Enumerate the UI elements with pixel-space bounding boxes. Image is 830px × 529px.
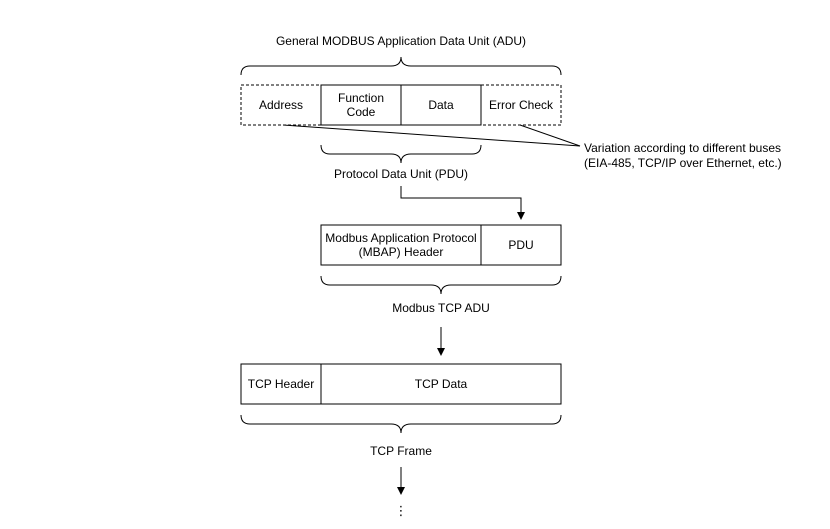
mbap-header-label-line2: (MBAP) Header xyxy=(358,245,444,259)
adu-error-check-label: Error Check xyxy=(488,98,553,112)
tcp-header-label: TCP Header xyxy=(247,377,315,391)
callout-line-address xyxy=(283,125,580,146)
adu-brace xyxy=(241,57,561,75)
adu-address-label: Address xyxy=(258,98,304,112)
mbap-header-label-line1: Modbus Application Protocol xyxy=(325,231,477,245)
tcp-header-cell xyxy=(241,364,321,404)
continuation-ellipsis: ⋮ xyxy=(394,503,408,518)
tcp-frame-brace xyxy=(241,415,561,433)
tcp-adu-brace xyxy=(321,276,561,294)
pdu-to-tcp-adu-arrow xyxy=(401,186,521,219)
adu-data-label: Data xyxy=(428,98,454,112)
adu-function-code-label-line1: Function xyxy=(337,91,385,105)
tcp-frame-label: TCP Frame xyxy=(370,444,432,458)
pdu-label: Protocol Data Unit (PDU) xyxy=(333,167,469,181)
adu-address-cell xyxy=(241,85,321,125)
mbap-header-cell xyxy=(321,225,481,265)
modbus-tcp-adu-label: Modbus TCP ADU xyxy=(392,301,490,315)
variation-note-line2: (EIA-485, TCP/IP over Ethernet, etc.) xyxy=(584,156,782,170)
adu-function-code-cell xyxy=(321,85,401,125)
tcp-data-label: TCP Data xyxy=(414,377,468,391)
adu-data-cell xyxy=(401,85,481,125)
adu-function-code-label-line2: Code xyxy=(346,105,376,119)
tcp-adu-pdu-label: PDU xyxy=(508,238,534,252)
adu-title: General MODBUS Application Data Unit (ADU) xyxy=(275,34,527,48)
tcp-data-cell xyxy=(321,364,561,404)
variation-note-line1: Variation according to different buses xyxy=(584,141,782,155)
pdu-brace xyxy=(321,145,481,163)
adu-error-check-cell xyxy=(481,85,561,125)
tcp-adu-pdu-cell xyxy=(481,225,561,265)
